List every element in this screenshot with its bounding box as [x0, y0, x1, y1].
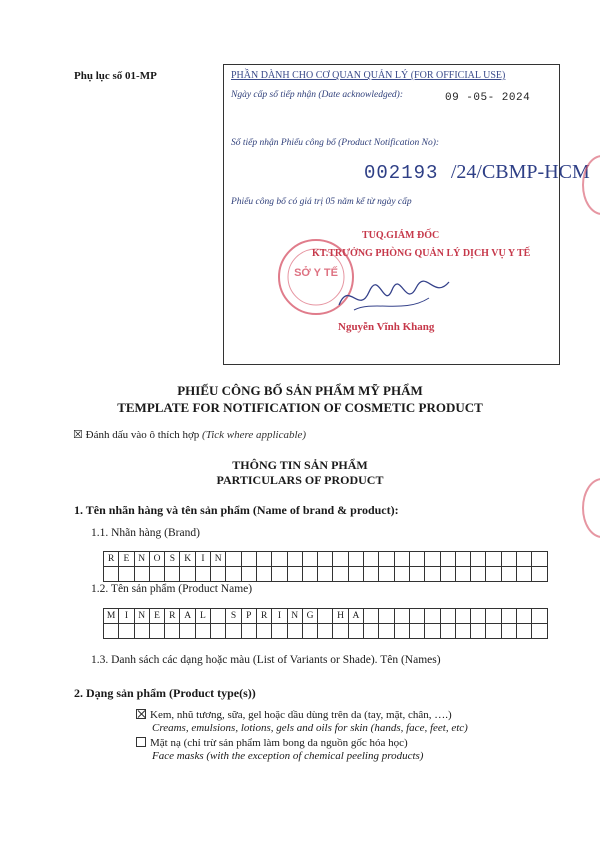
letter-cell — [502, 624, 517, 639]
notification-number-suffix: /24/CBMP-HCM — [450, 161, 590, 183]
letter-cell — [119, 567, 134, 582]
letter-cell: K — [180, 552, 195, 567]
letter-cell — [532, 624, 547, 639]
letter-cell: N — [211, 552, 226, 567]
letter-cell — [379, 552, 394, 567]
letter-cell: I — [272, 609, 287, 624]
particulars-title-vi: THÔNG TIN SẢN PHẨM — [232, 458, 368, 472]
date-acknowledged-value: 09 -05- 2024 — [445, 92, 531, 104]
letter-cell — [425, 624, 440, 639]
letter-cell — [532, 552, 547, 567]
letter-cell — [486, 624, 501, 639]
seal-text: SỞ Y TẾ — [294, 267, 338, 279]
letter-cell — [364, 567, 379, 582]
letter-cell — [257, 567, 272, 582]
notification-number-digits: 002193 — [364, 162, 439, 184]
letter-cell — [318, 552, 333, 567]
section-2-heading: 2. Dạng sản phẩm (Product type(s)) — [74, 686, 256, 700]
letter-cell — [226, 624, 241, 639]
checkbox-icon[interactable] — [136, 709, 146, 719]
letter-cell — [104, 624, 119, 639]
letter-cell — [180, 567, 195, 582]
letter-cell — [517, 552, 532, 567]
letter-cell — [119, 624, 134, 639]
letter-cell — [410, 624, 425, 639]
option-masks-vi: Mặt nạ (chỉ trừ sản phẩm làm bong da nguồn gốc hóa học) — [150, 737, 408, 749]
variants-label: 1.3. Danh sách các dạng hoặc màu (List of Variants or Shade). Tên (Names) — [91, 654, 441, 666]
letter-cell — [441, 552, 456, 567]
letter-cell — [242, 567, 257, 582]
letter-cell — [471, 624, 486, 639]
letter-cell — [104, 567, 119, 582]
signer-name: Nguyễn Vĩnh Khang — [338, 321, 435, 333]
letter-cell — [471, 567, 486, 582]
letter-cell — [318, 567, 333, 582]
letter-cell — [349, 567, 364, 582]
option-creams-vi: Kem, nhũ tương, sữa, gel hoặc dầu dùng trên da (tay, mặt, chân, ….) — [150, 709, 452, 721]
signature-scribble — [334, 270, 454, 320]
letter-cell — [410, 567, 425, 582]
checkbox-icon[interactable] — [136, 737, 146, 747]
letter-cell — [257, 624, 272, 639]
letter-cell — [379, 609, 394, 624]
letter-cell — [502, 552, 517, 567]
letter-cell: N — [288, 609, 303, 624]
letter-cell — [288, 552, 303, 567]
letter-cell — [395, 552, 410, 567]
letter-cell — [303, 552, 318, 567]
letter-cell — [150, 624, 165, 639]
letter-cell: M — [104, 609, 119, 624]
letter-cell — [180, 624, 195, 639]
letter-cell — [517, 567, 532, 582]
tick-instruction — [73, 428, 306, 441]
letter-cell — [395, 609, 410, 624]
letter-cell — [441, 609, 456, 624]
letter-cell: R — [257, 609, 272, 624]
title-english: TEMPLATE FOR NOTIFICATION OF COSMETIC PRODUCT — [117, 400, 483, 415]
product-type-option-face-masks[interactable] — [136, 737, 408, 749]
letter-cell: S — [226, 609, 241, 624]
letter-cell — [165, 567, 180, 582]
letter-cell — [379, 567, 394, 582]
tick-instruction-en: (Tick where applicable) — [202, 429, 307, 441]
letter-cell — [425, 552, 440, 567]
letter-cell — [272, 624, 287, 639]
letter-cell — [226, 567, 241, 582]
product-letter-grid — [103, 608, 548, 639]
letter-cell — [135, 624, 150, 639]
letter-cell: I — [196, 552, 211, 567]
letter-cell — [211, 624, 226, 639]
letter-cell — [502, 609, 517, 624]
checked-box-icon: ☒ — [73, 429, 83, 441]
letter-cell — [318, 609, 333, 624]
letter-cell — [395, 624, 410, 639]
title-vietnamese: PHIẾU CÔNG BỐ SẢN PHẨM MỸ PHẨM — [177, 383, 423, 398]
official-use-header: PHẦN DÀNH CHO CƠ QUAN QUẢN LÝ (FOR OFFICIAL USE) — [231, 70, 506, 81]
signer-title-1: TUQ.GIÁM ĐỐC — [362, 230, 440, 241]
letter-cell: R — [165, 609, 180, 624]
letter-cell: H — [333, 609, 348, 624]
letter-cell — [303, 567, 318, 582]
letter-cell — [410, 609, 425, 624]
letter-cell — [135, 567, 150, 582]
letter-cell — [410, 552, 425, 567]
option-masks-en: Face masks (with the exception of chemical peeling products) — [152, 750, 424, 762]
letter-cell — [517, 624, 532, 639]
date-acknowledged-label: Ngày cấp số tiếp nhận (Date acknowledged): — [231, 90, 404, 100]
brand-label: 1.1. Nhãn hàng (Brand) — [91, 527, 200, 539]
letter-cell — [349, 624, 364, 639]
letter-cell: R — [104, 552, 119, 567]
letter-cell — [471, 609, 486, 624]
letter-cell — [333, 624, 348, 639]
letter-cell — [318, 624, 333, 639]
letter-cell — [303, 624, 318, 639]
letter-cell — [502, 567, 517, 582]
section-1-heading: 1. Tên nhãn hàng và tên sản phẩm (Name of brand & product): — [74, 503, 399, 517]
letter-cell — [456, 624, 471, 639]
letter-cell — [441, 624, 456, 639]
tick-instruction-vi: Đánh dấu vào ô thích hợp — [85, 429, 200, 441]
letter-cell — [196, 567, 211, 582]
letter-cell — [486, 567, 501, 582]
letter-cell — [272, 552, 287, 567]
letter-cell — [395, 567, 410, 582]
letter-cell: P — [242, 609, 257, 624]
letter-cell: G — [303, 609, 318, 624]
letter-cell: N — [135, 609, 150, 624]
letter-cell: E — [119, 552, 134, 567]
letter-cell — [150, 567, 165, 582]
letter-cell: I — [119, 609, 134, 624]
letter-cell — [288, 567, 303, 582]
letter-cell — [333, 567, 348, 582]
letter-cell: A — [349, 609, 364, 624]
letter-cell — [486, 552, 501, 567]
letter-cell — [456, 552, 471, 567]
letter-cell — [333, 552, 348, 567]
letter-cell — [242, 624, 257, 639]
letter-cell — [364, 609, 379, 624]
letter-cell — [532, 567, 547, 582]
brand-letter-grid — [103, 551, 548, 582]
letter-cell — [211, 609, 226, 624]
letter-cell — [379, 624, 394, 639]
letter-cell — [272, 567, 287, 582]
product-name-label: 1.2. Tên sản phẩm (Product Name) — [91, 583, 253, 595]
letter-cell — [441, 567, 456, 582]
letter-cell — [471, 552, 486, 567]
letter-cell: S — [165, 552, 180, 567]
letter-cell — [456, 609, 471, 624]
letter-cell — [288, 624, 303, 639]
letter-cell — [242, 552, 257, 567]
letter-cell — [532, 609, 547, 624]
notification-number-label: Số tiếp nhận Phiếu công bố (Product Notification No): — [231, 138, 440, 148]
appendix-label: Phụ lục số 01-MP — [74, 70, 157, 82]
validity-text: Phiếu công bố có giá trị 05 năm kể từ ngày cấp — [231, 197, 412, 207]
letter-cell: A — [180, 609, 195, 624]
letter-cell — [364, 624, 379, 639]
signer-title-2: KT.TRƯỞNG PHÒNG QUẢN LÝ DỊCH VỤ Y TẾ — [312, 248, 531, 259]
particulars-title-en: PARTICULARS OF PRODUCT — [216, 473, 384, 487]
letter-cell — [165, 624, 180, 639]
letter-cell: E — [150, 609, 165, 624]
letter-cell: L — [196, 609, 211, 624]
notification-number — [364, 161, 590, 184]
letter-cell — [364, 552, 379, 567]
letter-cell — [257, 552, 272, 567]
letter-cell — [349, 552, 364, 567]
letter-cell — [211, 567, 226, 582]
letter-cell — [196, 624, 211, 639]
letter-cell — [425, 609, 440, 624]
letter-cell: O — [150, 552, 165, 567]
option-creams-en: Creams, emulsions, lotions, gels and oils for skin (hands, face, feet, etc) — [152, 722, 468, 734]
letter-cell — [425, 567, 440, 582]
letter-cell — [486, 609, 501, 624]
letter-cell — [517, 609, 532, 624]
official-use-box — [223, 64, 590, 365]
letter-cell — [226, 552, 241, 567]
letter-cell: N — [135, 552, 150, 567]
letter-cell — [456, 567, 471, 582]
product-type-option-creams[interactable] — [136, 709, 452, 721]
